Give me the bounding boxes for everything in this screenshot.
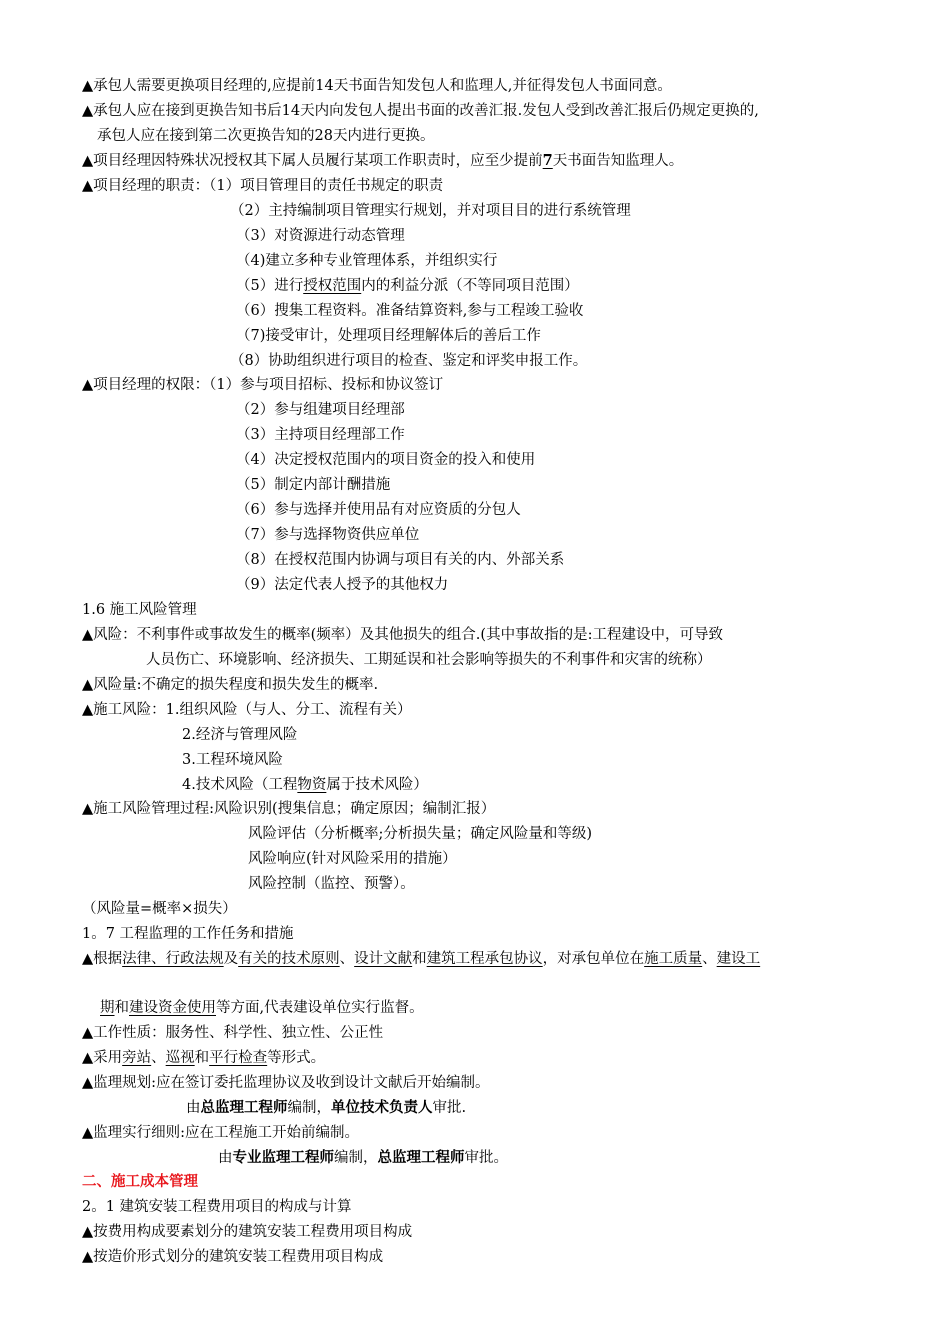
- text-line: （8）在授权范围内协调与项目有关的内、外部关系: [236, 552, 565, 568]
- text-line: 3.工程环境风险: [182, 752, 283, 768]
- text-line: ▲施工风险：1.组织风险（与人、分工、流程有关）: [82, 702, 412, 718]
- text-line: （2）主持编制项目管理实行规划，并对项目目的进行系统管理: [230, 203, 631, 219]
- text-line: ▲采用旁站、巡视和平行检查等形式。: [82, 1050, 326, 1066]
- text-line: （4）决定授权范围内的项目资金的投入和使用: [236, 452, 536, 468]
- section-heading: 1。7 工程监理的工作任务和措施: [82, 926, 294, 942]
- section-heading: 2。1 建筑安装工程费用项目的构成与计算: [82, 1199, 352, 1215]
- text-line: ▲按费用构成要素划分的建筑安装工程费用项目构成: [82, 1224, 413, 1240]
- text-line: 4.技术风险（工程物资属于技术风险）: [182, 777, 428, 793]
- text-line: 承包人应在接到第二次更换告知的28天内进行更换。: [97, 128, 435, 144]
- text-line: ▲根据法律、行政法规及有关的技术原则、设计文献和建筑工程承包协议，对承包单位在施工质量、建设工: [82, 951, 761, 967]
- text-line: 2.经济与管理风险: [182, 727, 298, 743]
- text-line: 人员伤亡、环境影响、经济损失、工期延误和社会影响等损失的不利事件和灾害的统称）: [146, 652, 712, 668]
- text-line: 期和建设资金使用等方面,代表建设单位实行监督。: [100, 1000, 424, 1016]
- chapter-heading: 二、施工成本管理: [82, 1173, 198, 1190]
- text-line: （5）进行授权范围内的利益分派（不等同项目范围）: [236, 278, 579, 294]
- text-line: （6）参与选择并使用品有对应资质的分包人: [236, 502, 521, 518]
- text-line: ▲风险量:不确定的损失程度和损失发生的概率.: [82, 677, 379, 693]
- text-line: 风险控制（监控、预警）。: [248, 876, 415, 892]
- text-line: ▲监理规划:应在签订委托监理协议及收到设计文献后开始编制。: [82, 1075, 490, 1091]
- text-line: （5）制定内部计酬措施: [236, 477, 391, 493]
- text-line: （7)接受审计，处理项目经理解体后的善后工作: [236, 328, 541, 344]
- text-line: ▲项目经理的职责：（1）项目管理目的责任书规定的职责: [82, 178, 444, 194]
- text-line: （风险量=概率×损失）: [82, 901, 237, 917]
- text-line: 由专业监理工程师编制，总监理工程师审批。: [218, 1149, 508, 1166]
- text-line: （6）搜集工程资料。准备结算资料,参与工程竣工验收: [236, 303, 584, 319]
- text-line: （7）参与选择物资供应单位: [236, 527, 420, 543]
- text-line: ▲项目经理的权限：（1）参与项目招标、投标和协议签订: [82, 377, 444, 393]
- text-line: ▲风险：不利事件或事故发生的概率(频率）及其他损失的组合.(其中事故指的是:工程建设中，可导致: [82, 627, 723, 643]
- text-line: 风险响应(针对风险采用的措施）: [248, 851, 457, 867]
- text-line: （3）主持项目经理部工作: [236, 427, 405, 443]
- text-line: ▲监理实行细则:应在工程施工开始前编制。: [82, 1125, 360, 1141]
- text-line: ▲承包人应在接到更换告知书后14天内向发包人提出书面的改善汇报.发包人受到改善汇报后仍规定更换的,: [82, 103, 759, 119]
- text-line: （9）法定代表人授予的其他权力: [236, 577, 449, 593]
- text-line: 风险评估（分析概率;分析损失量；确定风险量和等级): [248, 826, 593, 842]
- text-line: （4)建立多种专业管理体系，并组织实行: [236, 253, 498, 269]
- text-line: 由总监理工程师编制，单位技术负责人审批.: [186, 1099, 467, 1116]
- text-line: ▲施工风险管理过程:风险识别(搜集信息；确定原因；编制汇报）: [82, 801, 496, 817]
- section-heading: 1.6 施工风险管理: [82, 602, 197, 618]
- text-line: ▲项目经理因特殊状况授权其下属人员履行某项工作职责时，应至少提前7天书面告知监理人。: [82, 152, 684, 169]
- text-line: （2）参与组建项目经理部: [236, 402, 405, 418]
- text-line: ▲按造价形式划分的建筑安装工程费用项目构成: [82, 1249, 384, 1265]
- text-line: ▲工作性质：服务性、科学性、独立性、公正性: [82, 1025, 384, 1041]
- text-line: （8）协助组织进行项目的检查、鉴定和评奖申报工作。: [230, 353, 588, 369]
- text-line: ▲承包人需要更换项目经理的,应提前14天书面告知发包人和监理人,并征得发包人书面同意。: [82, 78, 672, 94]
- text-line: （3）对资源进行动态管理: [236, 228, 405, 244]
